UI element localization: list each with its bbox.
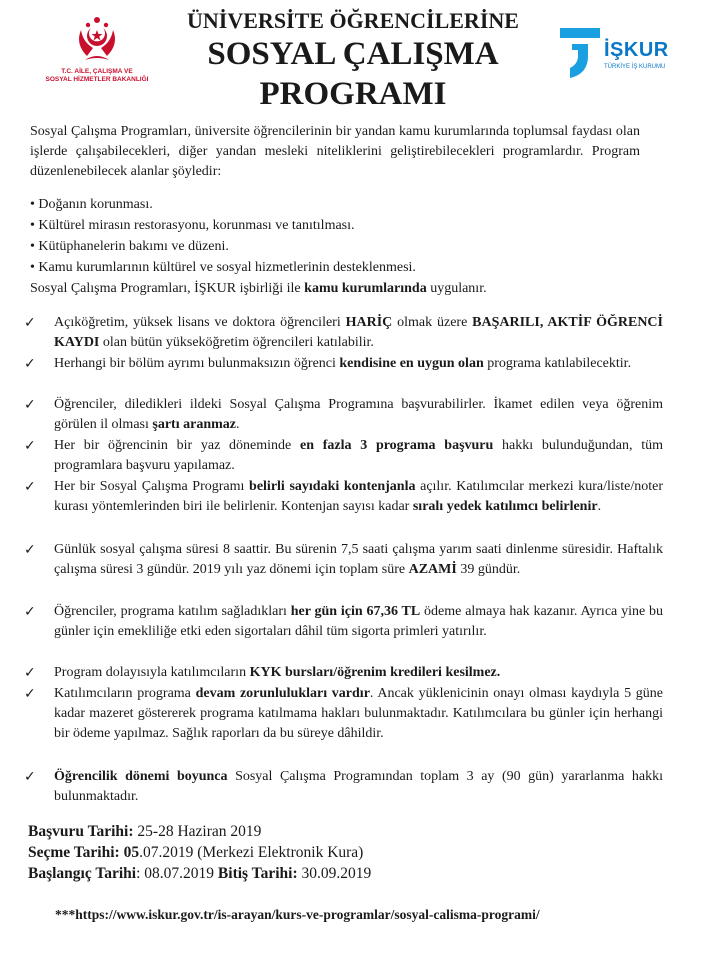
check-icon: ✓ — [24, 686, 36, 702]
title-line-1: ÜNİVERSİTE ÖĞRENCİLERİNE — [187, 8, 519, 33]
check-icon: ✓ — [24, 769, 36, 785]
application-date: Başvuru Tarihi: 25-28 Haziran 2019 — [28, 823, 262, 840]
area-item: • Kamu kurumlarının kültürel ve sosyal hizmetlerinin desteklenmesi. — [30, 260, 416, 275]
area-item: • Kütüphanelerin bakımı ve düzeni. — [30, 239, 229, 254]
cooperation-line: Sosyal Çalışma Programları, İŞKUR işbirliği ile kamu kurumlarında uygulanır. — [30, 281, 487, 296]
ministry-caption-line1: T.C. AİLE, ÇALIŞMA VE — [61, 68, 133, 75]
ministry-caption-line2: SOSYAL HİZMETLER BAKANLIĞI — [45, 75, 149, 83]
selection-date: Seçme Tarihi: 05.07.2019 (Merkezi Elektronik Kura) — [28, 844, 364, 861]
check-icon: ✓ — [24, 356, 36, 372]
title-line-3: PROGRAMI — [259, 76, 447, 112]
area-item: • Kültürel mirasın restorasyonu, korunması ve tanıtılması. — [30, 218, 355, 233]
ministry-emblem-icon — [65, 16, 129, 66]
title-line-2: SOSYAL ÇALIŞMA — [207, 36, 499, 72]
ministry-logo — [38, 16, 156, 83]
area-item: • Doğanın korunması. — [30, 197, 153, 212]
start-end-dates: Başlangıç Tarihi: 08.07.2019 Bitiş Tarihi: 30.09.2019 — [28, 865, 372, 882]
iskur-brand-text: İŞKUR — [604, 39, 669, 61]
check-icon: ✓ — [24, 604, 36, 620]
intro-paragraph: Sosyal Çalışma Programları, üniversite öğrencilerinin bir yandan kamu kurumlarında toplumsal faydası olan işlerde çalışabilecekleri, diğer yandan mesleki niteliklerini geliştirebilecekleri programlardır. Program düzenlenebilecek alanlar şöyledir: — [30, 124, 640, 179]
check-icon: ✓ — [24, 397, 36, 413]
check-icon: ✓ — [24, 479, 36, 495]
page-title — [160, 8, 546, 114]
check-icon: ✓ — [24, 542, 36, 558]
iskur-logo-icon — [556, 28, 600, 86]
check-icon: ✓ — [24, 315, 36, 331]
check-icon: ✓ — [24, 438, 36, 454]
iskur-subtitle: TÜRKİYE İŞ KURUMU — [604, 64, 666, 70]
program-url: ***https://www.iskur.gov.tr/is-arayan/kurs-ve-programlar/sosyal-calisma-programi/ — [55, 907, 540, 922]
check-icon: ✓ — [24, 665, 36, 681]
